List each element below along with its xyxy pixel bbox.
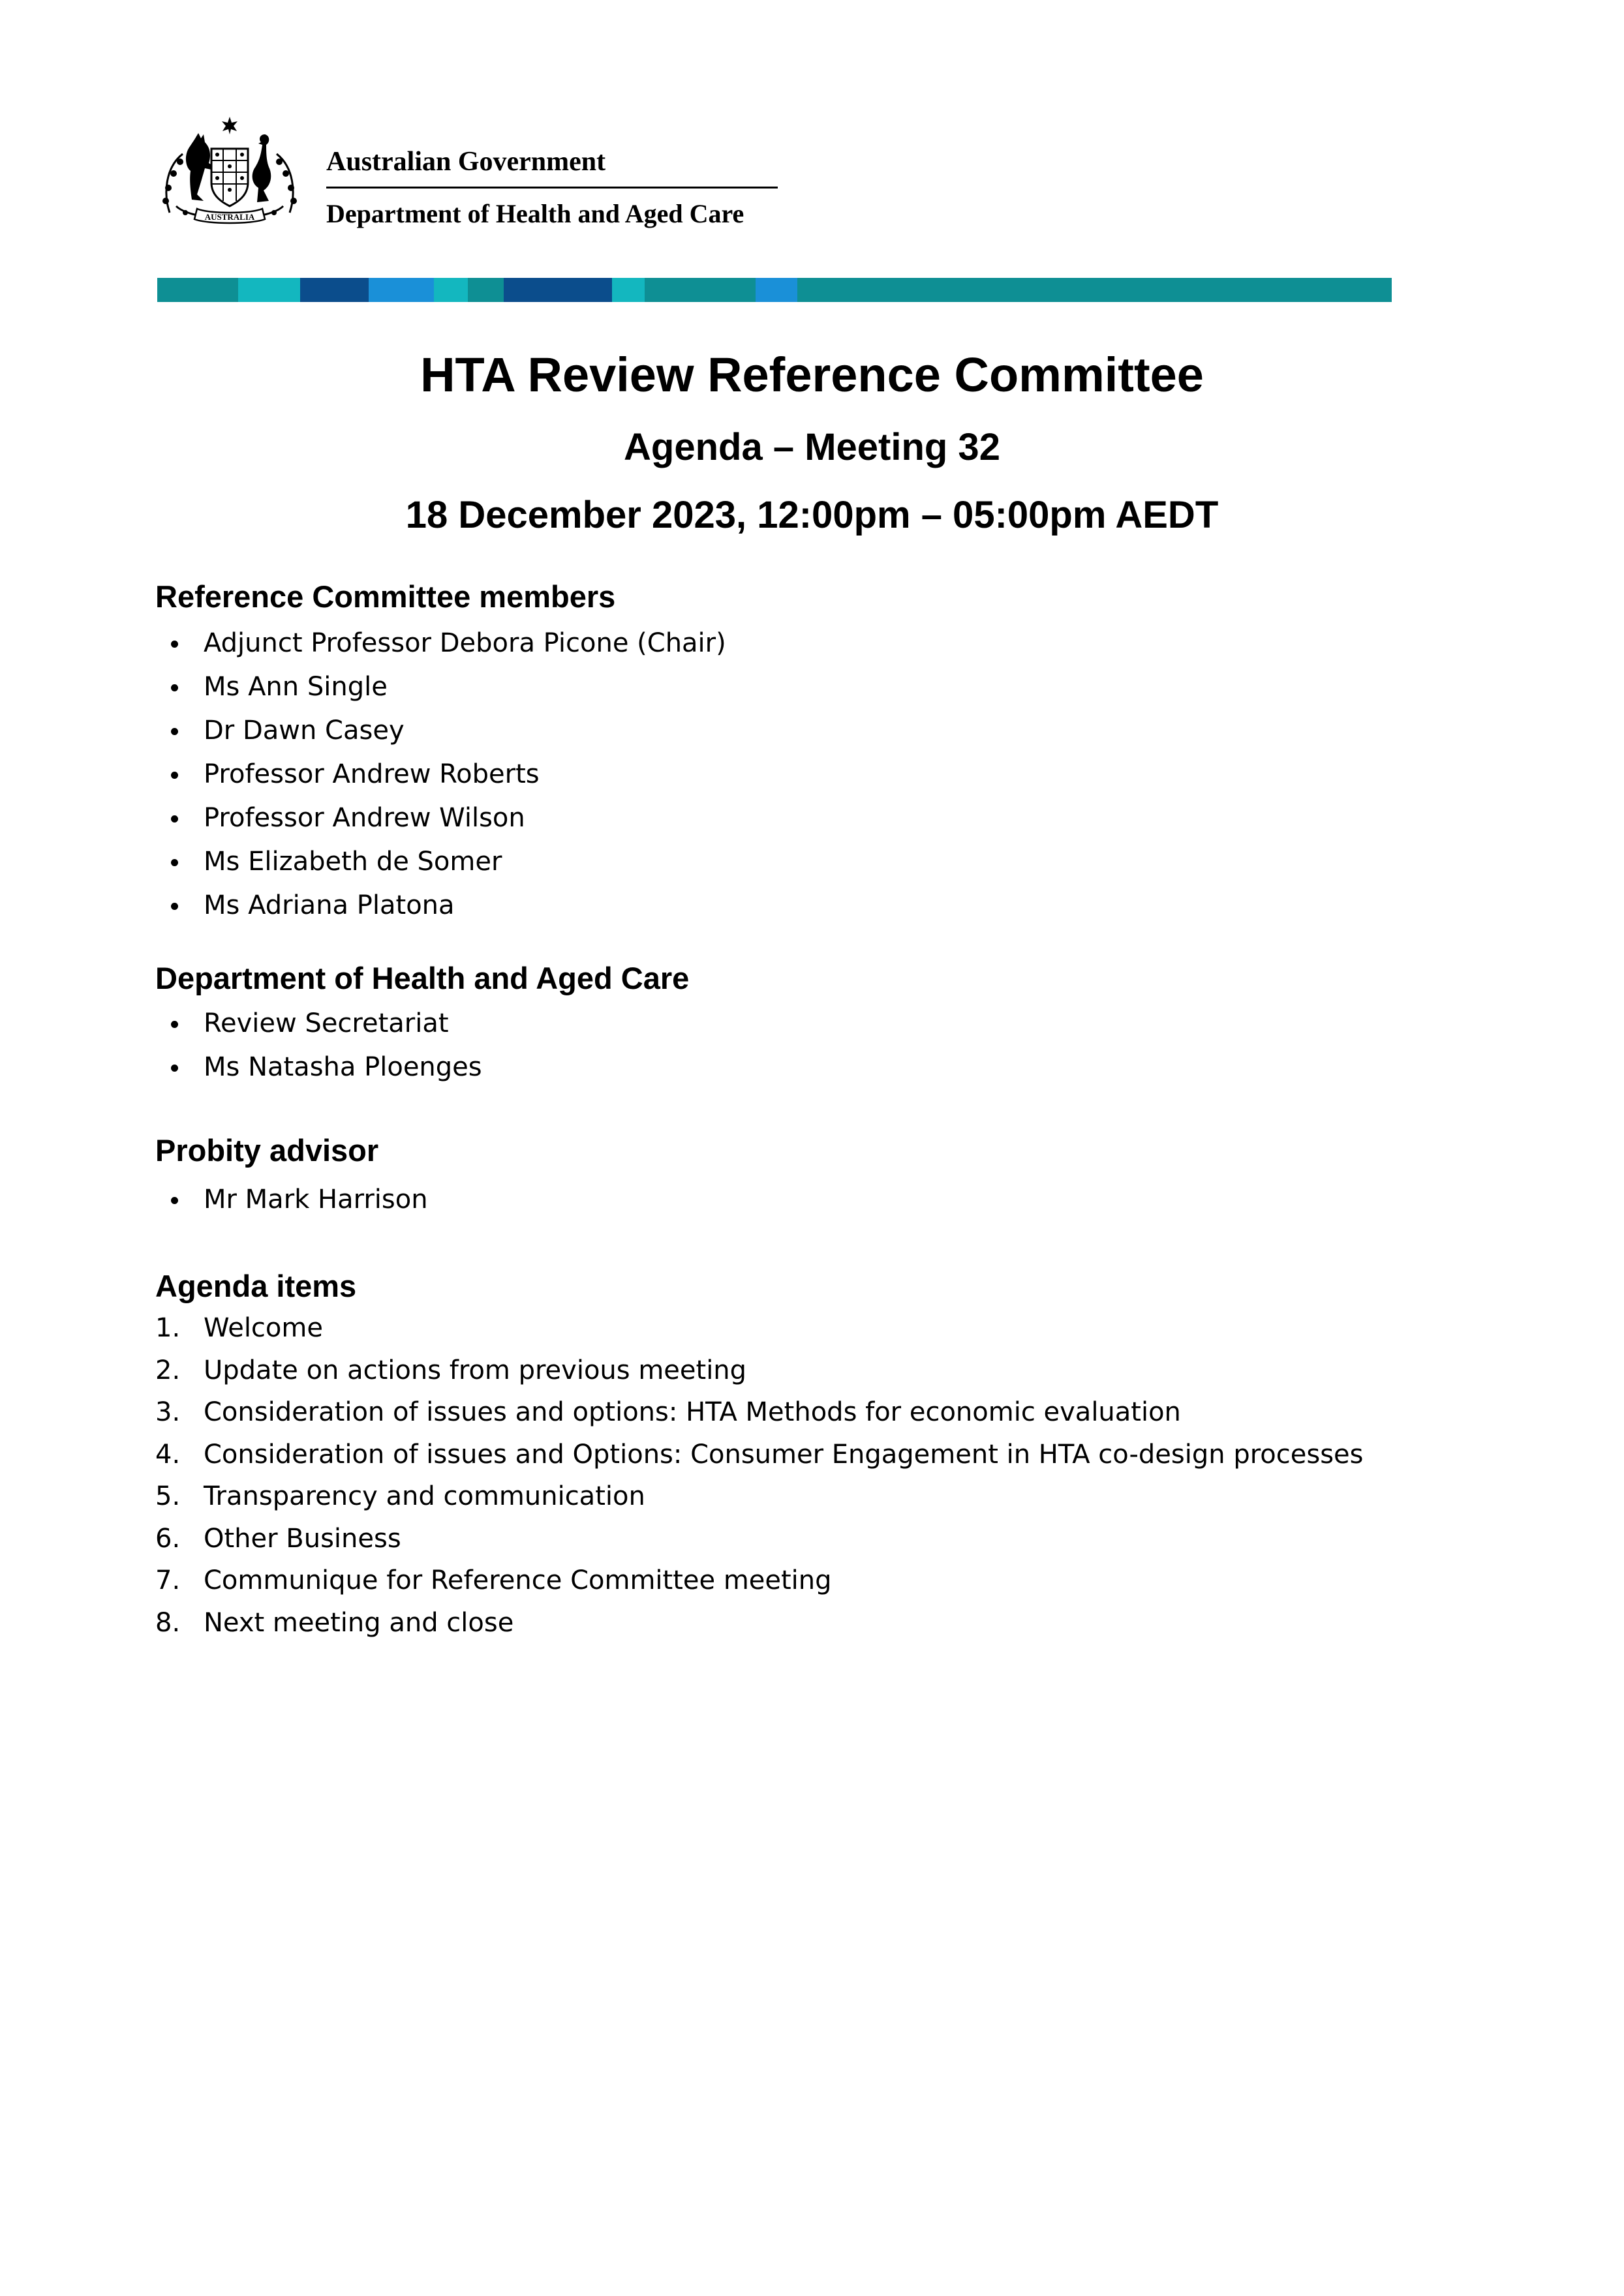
list-item-text: Professor Andrew Wilson bbox=[204, 803, 525, 833]
bullet-icon bbox=[171, 815, 178, 823]
department-list bbox=[155, 1002, 1460, 1089]
bullet-icon bbox=[171, 1197, 178, 1204]
list-item bbox=[155, 884, 1460, 928]
agenda-item-text: Consideration of issues and Options: Consumer Engagement in HTA co-design processes bbox=[204, 1439, 1364, 1470]
band-segment bbox=[238, 278, 300, 302]
bullet-icon bbox=[171, 859, 178, 866]
members-list bbox=[155, 622, 1460, 928]
agenda-item-number: 1. bbox=[155, 1313, 181, 1343]
bullet-icon bbox=[171, 1065, 178, 1072]
agenda-item bbox=[155, 1307, 1460, 1350]
australian-coat-of-arms-icon bbox=[157, 115, 303, 230]
agenda-item bbox=[155, 1560, 1460, 1602]
government-header bbox=[326, 145, 783, 230]
band-segment bbox=[300, 278, 369, 302]
list-item-text: Adjunct Professor Debora Picone (Chair) bbox=[204, 628, 726, 658]
agenda-item-text: Update on actions from previous meeting bbox=[204, 1355, 747, 1385]
list-item-text: Review Secretariat bbox=[204, 1008, 449, 1038]
probity-heading: Probity advisor bbox=[155, 1133, 379, 1168]
agenda-item bbox=[155, 1518, 1460, 1560]
agenda-item bbox=[155, 1434, 1460, 1476]
document-title: HTA Review Reference Committee bbox=[420, 348, 1204, 402]
band-segment bbox=[645, 278, 756, 302]
agenda-item-number: 8. bbox=[155, 1607, 181, 1638]
bullet-icon bbox=[171, 1021, 178, 1028]
list-item bbox=[155, 1046, 1460, 1089]
band-segment bbox=[468, 278, 504, 302]
agenda-item bbox=[155, 1602, 1460, 1644]
list-item bbox=[155, 709, 1460, 753]
agenda-item bbox=[155, 1391, 1460, 1434]
band-segment bbox=[434, 278, 468, 302]
agenda-item bbox=[155, 1350, 1460, 1392]
list-item-text: Professor Andrew Roberts bbox=[204, 759, 540, 789]
members-section bbox=[155, 577, 1460, 928]
band-segment bbox=[756, 278, 797, 302]
meeting-date-time: 18 December 2023, 12:00pm – 05:00pm AEDT bbox=[405, 494, 1219, 536]
list-item bbox=[155, 1178, 1460, 1222]
decorative-colour-band bbox=[157, 278, 1392, 302]
probity-section bbox=[155, 1131, 1460, 1222]
band-segment bbox=[612, 278, 645, 302]
agenda-item-text: Other Business bbox=[204, 1523, 401, 1554]
list-item bbox=[155, 1002, 1460, 1046]
bullet-icon bbox=[171, 772, 178, 779]
agenda-item-number: 4. bbox=[155, 1439, 181, 1470]
list-item-text: Ms Natasha Ploenges bbox=[204, 1052, 482, 1082]
agenda-item-text: Transparency and communication bbox=[204, 1481, 645, 1511]
agenda-item-number: 2. bbox=[155, 1355, 181, 1385]
list-item-text: Ms Elizabeth de Somer bbox=[204, 847, 502, 877]
list-item bbox=[155, 796, 1460, 840]
list-item-text: Ms Adriana Platona bbox=[204, 890, 455, 920]
agenda-item-number: 3. bbox=[155, 1397, 181, 1427]
agenda-item-number: 7. bbox=[155, 1565, 181, 1595]
agenda-item-text: Welcome bbox=[204, 1313, 323, 1343]
band-segment bbox=[369, 278, 434, 302]
band-segment bbox=[797, 278, 1392, 302]
bullet-icon bbox=[171, 903, 178, 910]
bullet-icon bbox=[171, 684, 178, 691]
agenda-item bbox=[155, 1475, 1460, 1518]
crest-banner-text: AUSTRALIA bbox=[204, 212, 255, 222]
list-item bbox=[155, 840, 1460, 884]
agenda-heading: Agenda items bbox=[155, 1269, 357, 1303]
list-item-text: Dr Dawn Casey bbox=[204, 716, 405, 746]
bullet-icon bbox=[171, 728, 178, 735]
department-section bbox=[155, 959, 1460, 1089]
list-item-text: Ms Ann Single bbox=[204, 672, 388, 702]
header-divider bbox=[326, 187, 778, 189]
band-segment bbox=[157, 278, 238, 302]
agenda-item-number: 6. bbox=[155, 1523, 181, 1554]
agenda-item-text: Next meeting and close bbox=[204, 1607, 514, 1638]
members-heading: Reference Committee members bbox=[155, 579, 616, 614]
department-heading: Department of Health and Aged Care bbox=[155, 961, 690, 995]
agenda-list bbox=[155, 1307, 1460, 1644]
document-subtitle: Agenda – Meeting 32 bbox=[624, 426, 1000, 468]
list-item bbox=[155, 753, 1460, 796]
agenda-section bbox=[155, 1267, 1460, 1644]
agenda-item-number: 5. bbox=[155, 1481, 181, 1511]
agenda-item-text: Consideration of issues and options: HTA Methods for economic evaluation bbox=[204, 1397, 1181, 1427]
list-item bbox=[155, 622, 1460, 665]
band-segment bbox=[504, 278, 612, 302]
government-name: Australian Government bbox=[326, 147, 606, 177]
probity-list bbox=[155, 1178, 1460, 1222]
bullet-icon bbox=[171, 641, 178, 648]
department-name: Department of Health and Aged Care bbox=[326, 199, 744, 228]
agenda-item-text: Communique for Reference Committee meeting bbox=[204, 1565, 832, 1595]
list-item-text: Mr Mark Harrison bbox=[204, 1185, 428, 1215]
list-item bbox=[155, 665, 1460, 709]
